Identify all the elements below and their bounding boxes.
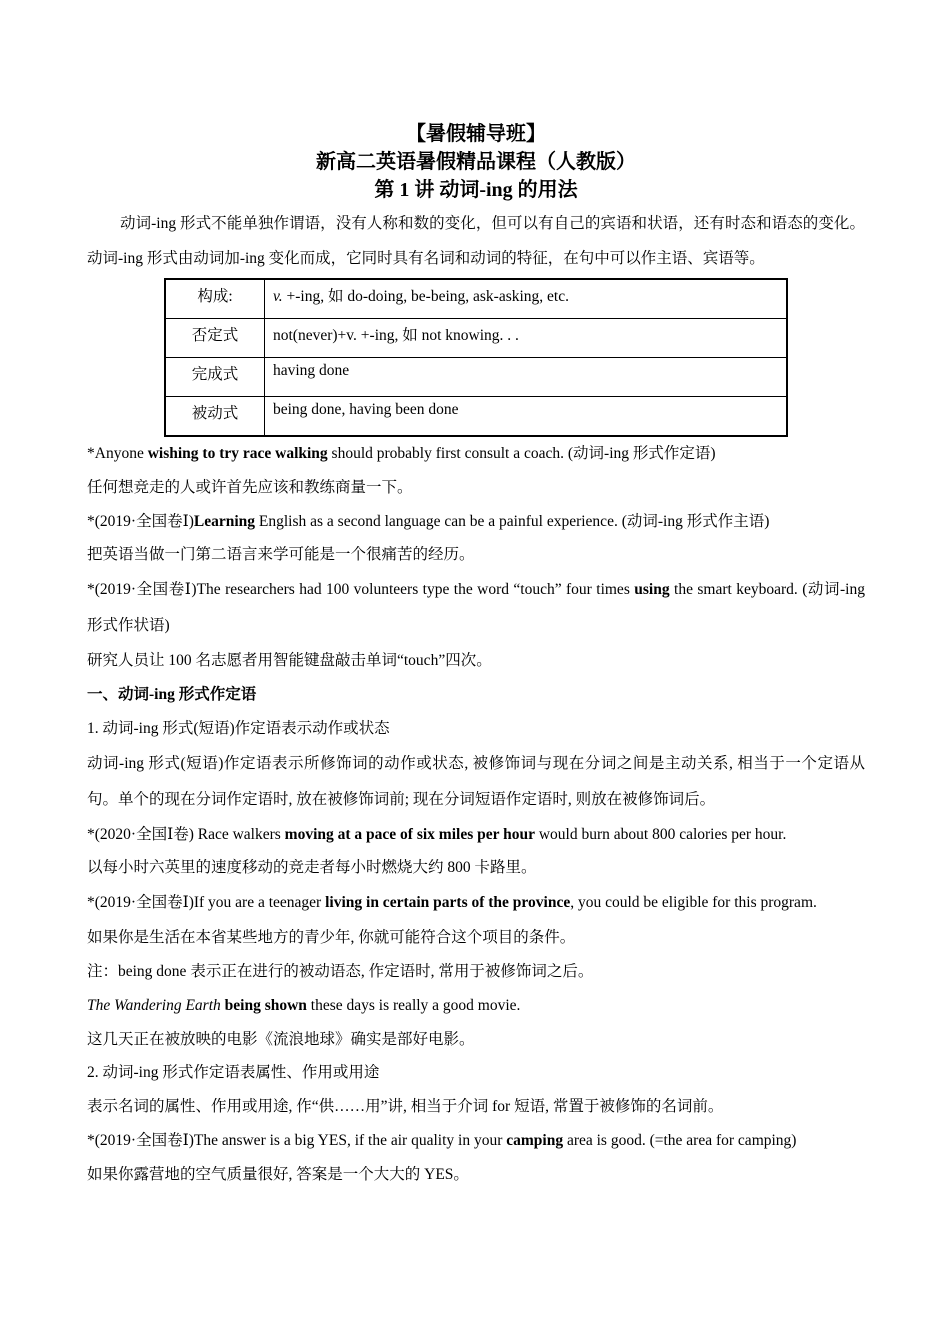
example-text: area is good. (=the area for camping)	[563, 1131, 797, 1149]
table-row	[165, 279, 787, 319]
example-highlight: being shown	[220, 996, 307, 1014]
example-sentence	[87, 437, 865, 471]
subsection-title: 2. 动词-ing 形式作定语表属性、作用或用途	[87, 1064, 380, 1082]
example-highlight: Learning	[193, 512, 256, 530]
example-highlight: living in certain parts of the province	[325, 894, 571, 912]
table-cell-label: 完成式	[165, 358, 265, 397]
example-text: these days is really a good movie.	[306, 996, 521, 1014]
table-row	[165, 319, 787, 358]
example-text: *(2020·全国Ⅰ卷) Race walkers	[87, 825, 285, 843]
example-translation: 以每小时六英里的速度移动的竞走者每小时燃烧大约 800 卡路里。	[87, 859, 537, 877]
example-translation: 如果你是生活在本省某些地方的青少年, 你就可能符合这个项目的条件。	[87, 929, 576, 947]
example-text: *Anyone	[87, 445, 148, 462]
table-cell-label: 构成:	[165, 279, 265, 319]
table-cell-value: being done, having been done	[265, 397, 788, 437]
example-highlight: using	[634, 581, 670, 599]
example-highlight: camping	[506, 1131, 564, 1149]
example-highlight: wishing to try race walking	[147, 445, 328, 462]
example-text: the smart keyboard. (动词-ing 形式作状语)	[87, 581, 865, 635]
subsection-description: 动词-ing 形式(短语)作定语表示所修饰词的动作或状态, 被修饰词与现在分词之间是主动关系, 相当于一个定语从句。单个的现在分词作定语时, 放在被修饰词前; 现在分词短语作定语时, 则放在被修饰词后。	[87, 754, 865, 808]
table-cell-value: having done	[265, 358, 788, 397]
example-sentence	[87, 505, 865, 539]
table-cell-label: 否定式	[165, 319, 265, 358]
verb-abbrev: v.	[273, 288, 283, 305]
example-translation: 这几天正在被放映的电影《流浪地球》确实是部好电影。	[87, 1030, 475, 1048]
example-text: would burn about 800 calories per hour.	[534, 825, 787, 843]
example-text: English as a second language can be a painful experience. (动词-ing 形式作主语)	[255, 512, 770, 530]
table-row	[165, 397, 787, 437]
table-row	[165, 358, 787, 397]
note: 注：being done 表示正在进行的被动语态, 作定语时, 常用于被修饰词之后。	[87, 962, 594, 980]
table-cell-value	[265, 279, 788, 319]
example-text: *(2019·全国卷Ⅰ)The answer is a big YES, if the air quality in your	[87, 1131, 507, 1149]
forms-table	[164, 278, 788, 437]
course-title: 新高二英语暑假精品课程（人教版）	[316, 151, 636, 173]
lesson-title: 第 1 讲 动词-ing 的用法	[374, 179, 578, 201]
table-cell-label: 被动式	[165, 397, 265, 437]
document-page	[87, 120, 865, 1192]
example-sentence	[87, 989, 865, 1023]
subsection-title: 1. 动词-ing 形式(短语)作定语表示动作或状态	[87, 719, 390, 737]
example-translation: 任何想竞走的人或许首先应该和教练商量一下。	[87, 478, 413, 496]
table-cell-value: not(never)+v. +-ing, 如 not knowing. . .	[265, 319, 788, 358]
example-text: *(2019·全国卷Ⅰ)	[87, 512, 194, 530]
example-highlight: moving at a pace of six miles per hour	[284, 825, 535, 843]
subsection-description: 表示名词的属性、作用或用途, 作“供……用”讲, 相当于介词 for 短语, 常置于被修饰的名词前。	[87, 1098, 724, 1116]
example-translation: 把英语当做一门第二语言来学可能是一个很痛苦的经历。	[87, 546, 475, 564]
title-block	[87, 120, 865, 204]
bracket-title: 【暑假辅导班】	[406, 123, 546, 145]
example-sentence	[87, 885, 865, 921]
example-text: *(2019·全国卷Ⅰ)The researchers had 100 volunteers type the word “touch” four times	[87, 581, 635, 599]
section-heading: 一、动词-ing 形式作定语	[87, 685, 257, 703]
example-translation: 如果你露营地的空气质量很好, 答案是一个大大的 YES。	[87, 1165, 469, 1183]
example-text: , you could be eligible for this program.	[570, 894, 817, 912]
example-text: *(2019·全国卷Ⅰ)If you are a teenager	[87, 894, 326, 912]
example-sentence	[87, 1124, 865, 1158]
example-sentence	[87, 572, 865, 644]
movie-title: The Wandering Earth	[87, 996, 221, 1014]
table-cell-text: +-ing, 如 do-doing, be-being, ask-asking, etc.	[282, 288, 569, 305]
example-text: should probably first consult a coach. (动词-ing 形式作定语)	[327, 445, 716, 462]
example-sentence	[87, 818, 865, 852]
intro-paragraph: 动词-ing 形式不能单独作谓语，没有人称和数的变化，但可以有自己的宾语和状语，还有时态和语态的变化。动词-ing 形式由动词加-ing 变化而成，它同时具有名词和动词的特征，在句中可以作主语、宾语等。	[87, 215, 865, 267]
example-translation: 研究人员让 100 名志愿者用智能键盘敲击单词“touch”四次。	[87, 652, 492, 670]
